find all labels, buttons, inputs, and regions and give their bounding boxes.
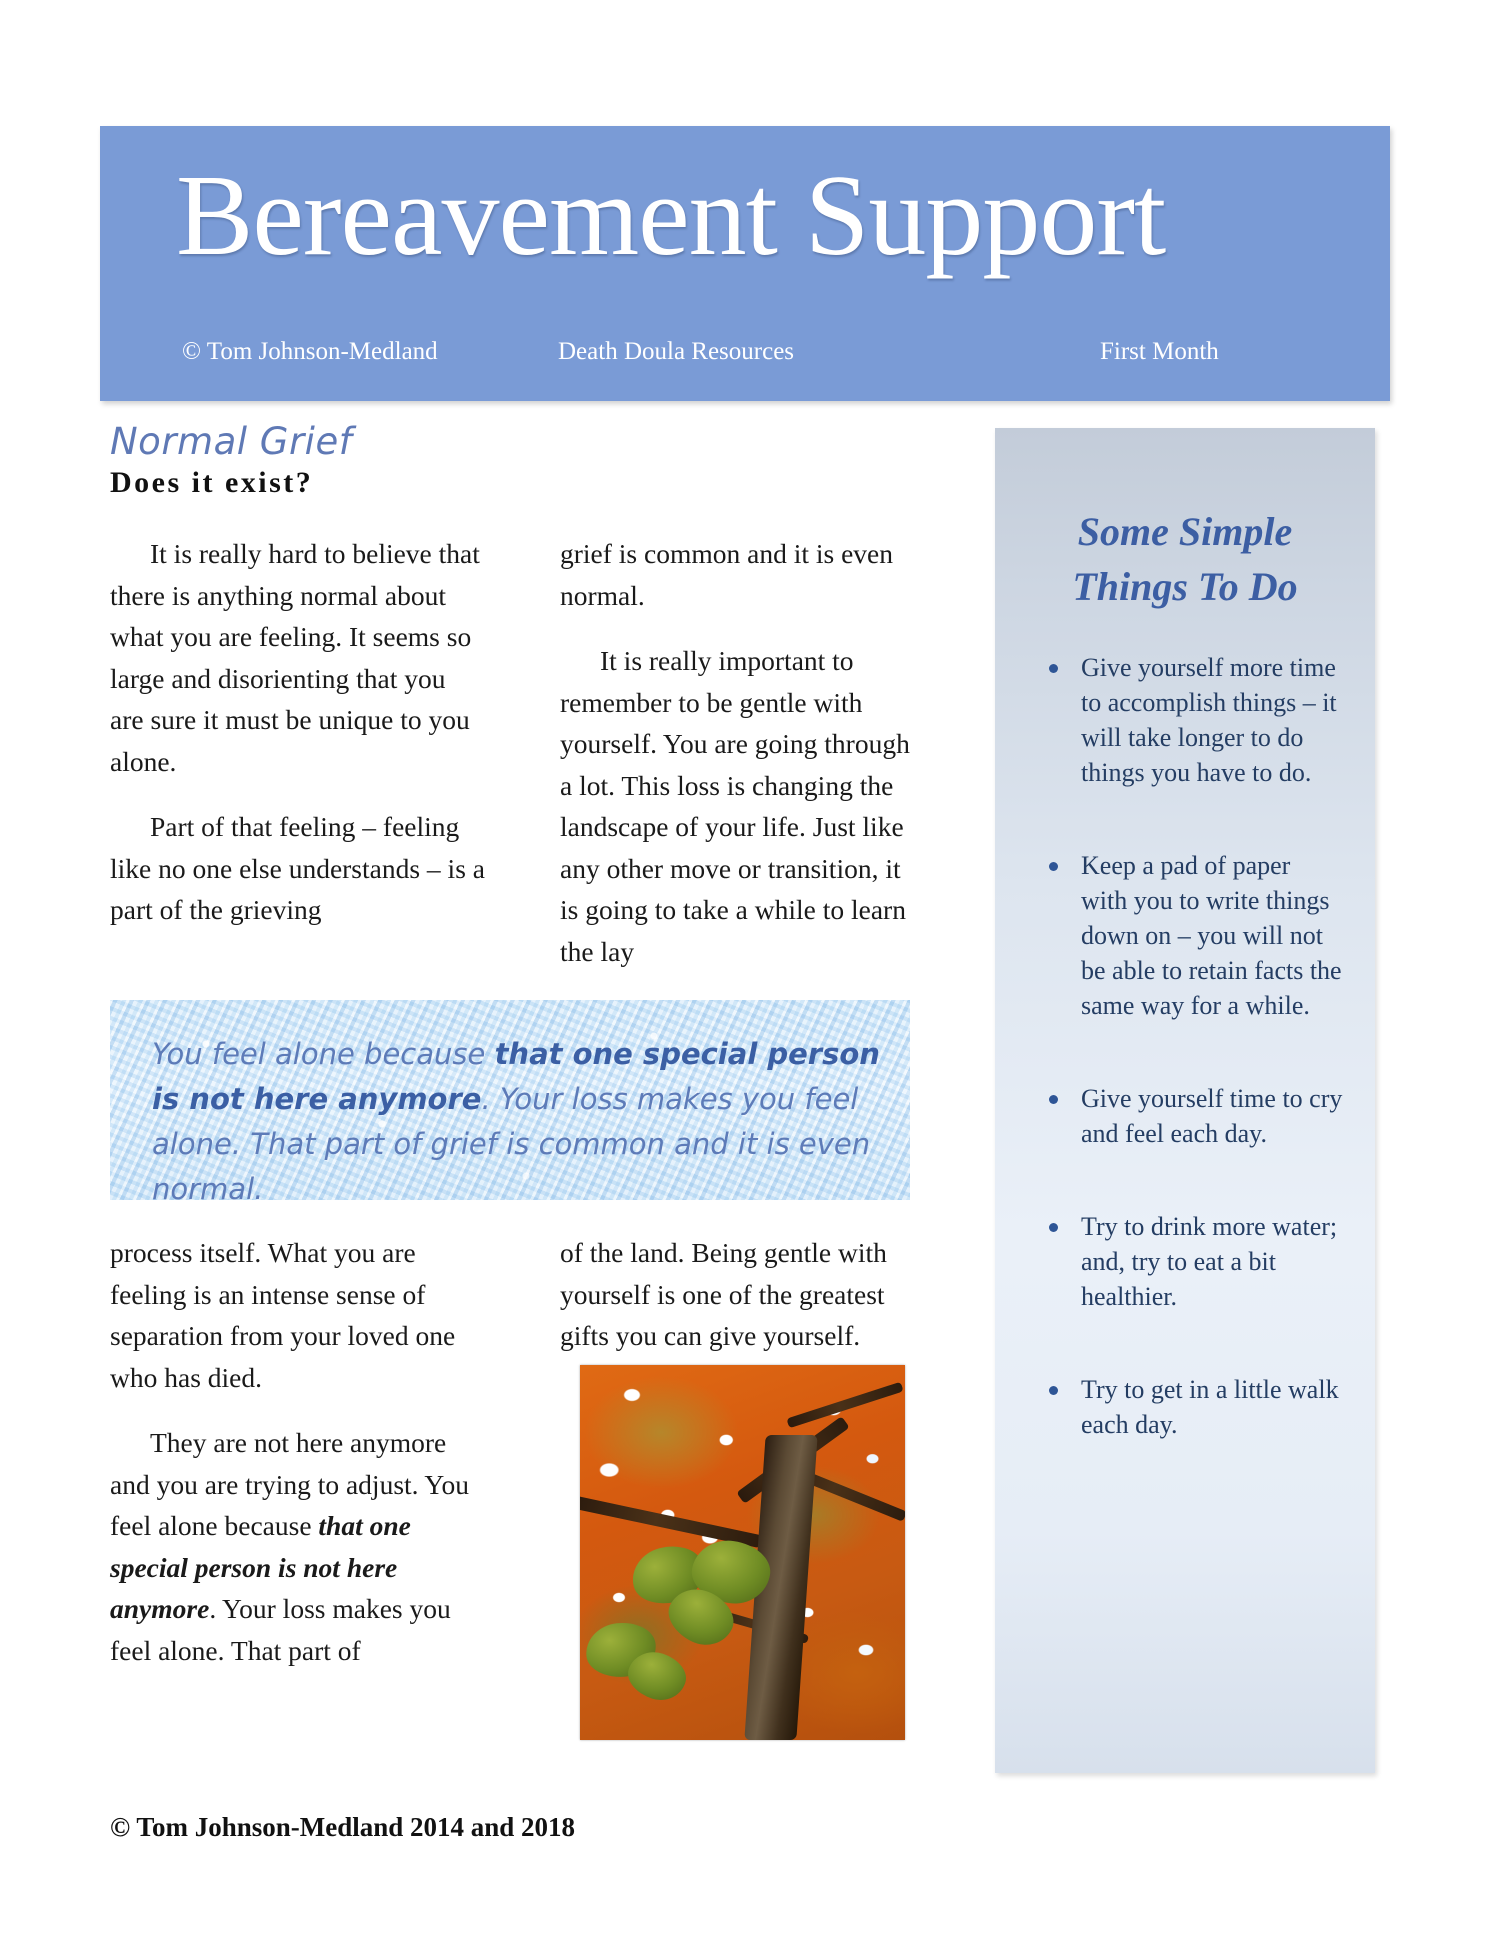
paragraph: Part of that feeling – feeling like no one else understands – is a part of the grieving: [110, 811, 485, 925]
list-item: [1043, 650, 1343, 790]
pullquote-text: [152, 1032, 882, 1212]
sidebar-title: [995, 504, 1375, 614]
body-column-a: [110, 533, 485, 955]
article-subhead: Does it exist?: [110, 466, 314, 499]
sidebar-title-line2: Things To Do: [1072, 564, 1298, 609]
pullquote-part1: You feel alone because: [152, 1037, 495, 1071]
header-copyright: © Tom Johnson-Medland: [182, 338, 438, 365]
paragraph: It is really hard to believe that there is anything normal about what you are feeling. It seems so large and disorienting that you are sure it must be unique to you alone.: [110, 538, 480, 777]
page-title: Bereavement Support: [176, 152, 1166, 280]
header-meta-row: [100, 338, 1390, 378]
sidebar-panel: [995, 428, 1375, 1773]
list-item-label: Give yourself time to cry and feel each day.: [1081, 1084, 1343, 1148]
body-column-b: [560, 533, 925, 996]
paragraph-emphasis: that one special person is not here anymore: [110, 1510, 411, 1624]
paragraph: It is really important to remember to be gentle with yourself. You are going through a lot. This loss is changing the landscape of your life. Just like any other move or transition, it is going to take a while to learn the lay: [560, 645, 910, 967]
paragraph-part2: . Your loss makes you feel alone. That part of: [110, 1593, 451, 1666]
list-item-label: Give yourself more time to accomplish things – it will take longer to do things you have to do.: [1081, 653, 1337, 787]
bullet-icon: [1049, 862, 1058, 871]
body-column-d: [560, 1232, 925, 1381]
autumn-tree-photo: [580, 1365, 905, 1740]
list-item: [1043, 1372, 1343, 1442]
sidebar-title-line1: Some Simple: [1077, 509, 1293, 554]
list-item-label: Keep a pad of paper with you to write things down on – you will not be able to retain facts the same way for a while.: [1081, 851, 1342, 1020]
bullet-icon: [1049, 664, 1058, 673]
paragraph-part1: They are not here anymore and you are trying to adjust. You feel alone because: [110, 1427, 470, 1541]
body-column-c: [110, 1232, 485, 1695]
article-kicker: Normal Grief: [110, 420, 353, 463]
bullet-icon: [1049, 1095, 1058, 1104]
pullquote-part2: . Your loss makes you feel alone. That part of grief is common and it is even normal.: [152, 1082, 871, 1206]
sidebar-tips-list: [1043, 650, 1343, 1500]
header-edition: First Month: [1100, 338, 1219, 365]
footer-copyright: © Tom Johnson-Medland 2014 and 2018: [110, 1812, 576, 1842]
list-item: [1043, 848, 1343, 1023]
header-series: Death Doula Resources: [558, 338, 795, 365]
list-item-label: Try to drink more water; and, try to eat a bit healthier.: [1081, 1212, 1338, 1311]
pullquote-box: [110, 1000, 910, 1206]
paragraph-with-emphasis: [110, 1422, 485, 1671]
list-item: [1043, 1209, 1343, 1314]
bullet-icon: [1049, 1223, 1058, 1232]
paragraph: of the land. Being gentle with yourself is one of the greatest gifts you can give yourself.: [560, 1237, 887, 1351]
pullquote-emphasis: that one special person is not here anymore: [152, 1037, 880, 1116]
paragraph: process itself. What you are feeling is an intense sense of separation from your loved one who has died.: [110, 1237, 456, 1393]
header-banner: [100, 126, 1390, 401]
list-item: [1043, 1081, 1343, 1151]
list-item-label: Try to get in a little walk each day.: [1081, 1375, 1339, 1439]
paragraph: grief is common and it is even normal.: [560, 538, 893, 611]
bullet-icon: [1049, 1386, 1058, 1395]
